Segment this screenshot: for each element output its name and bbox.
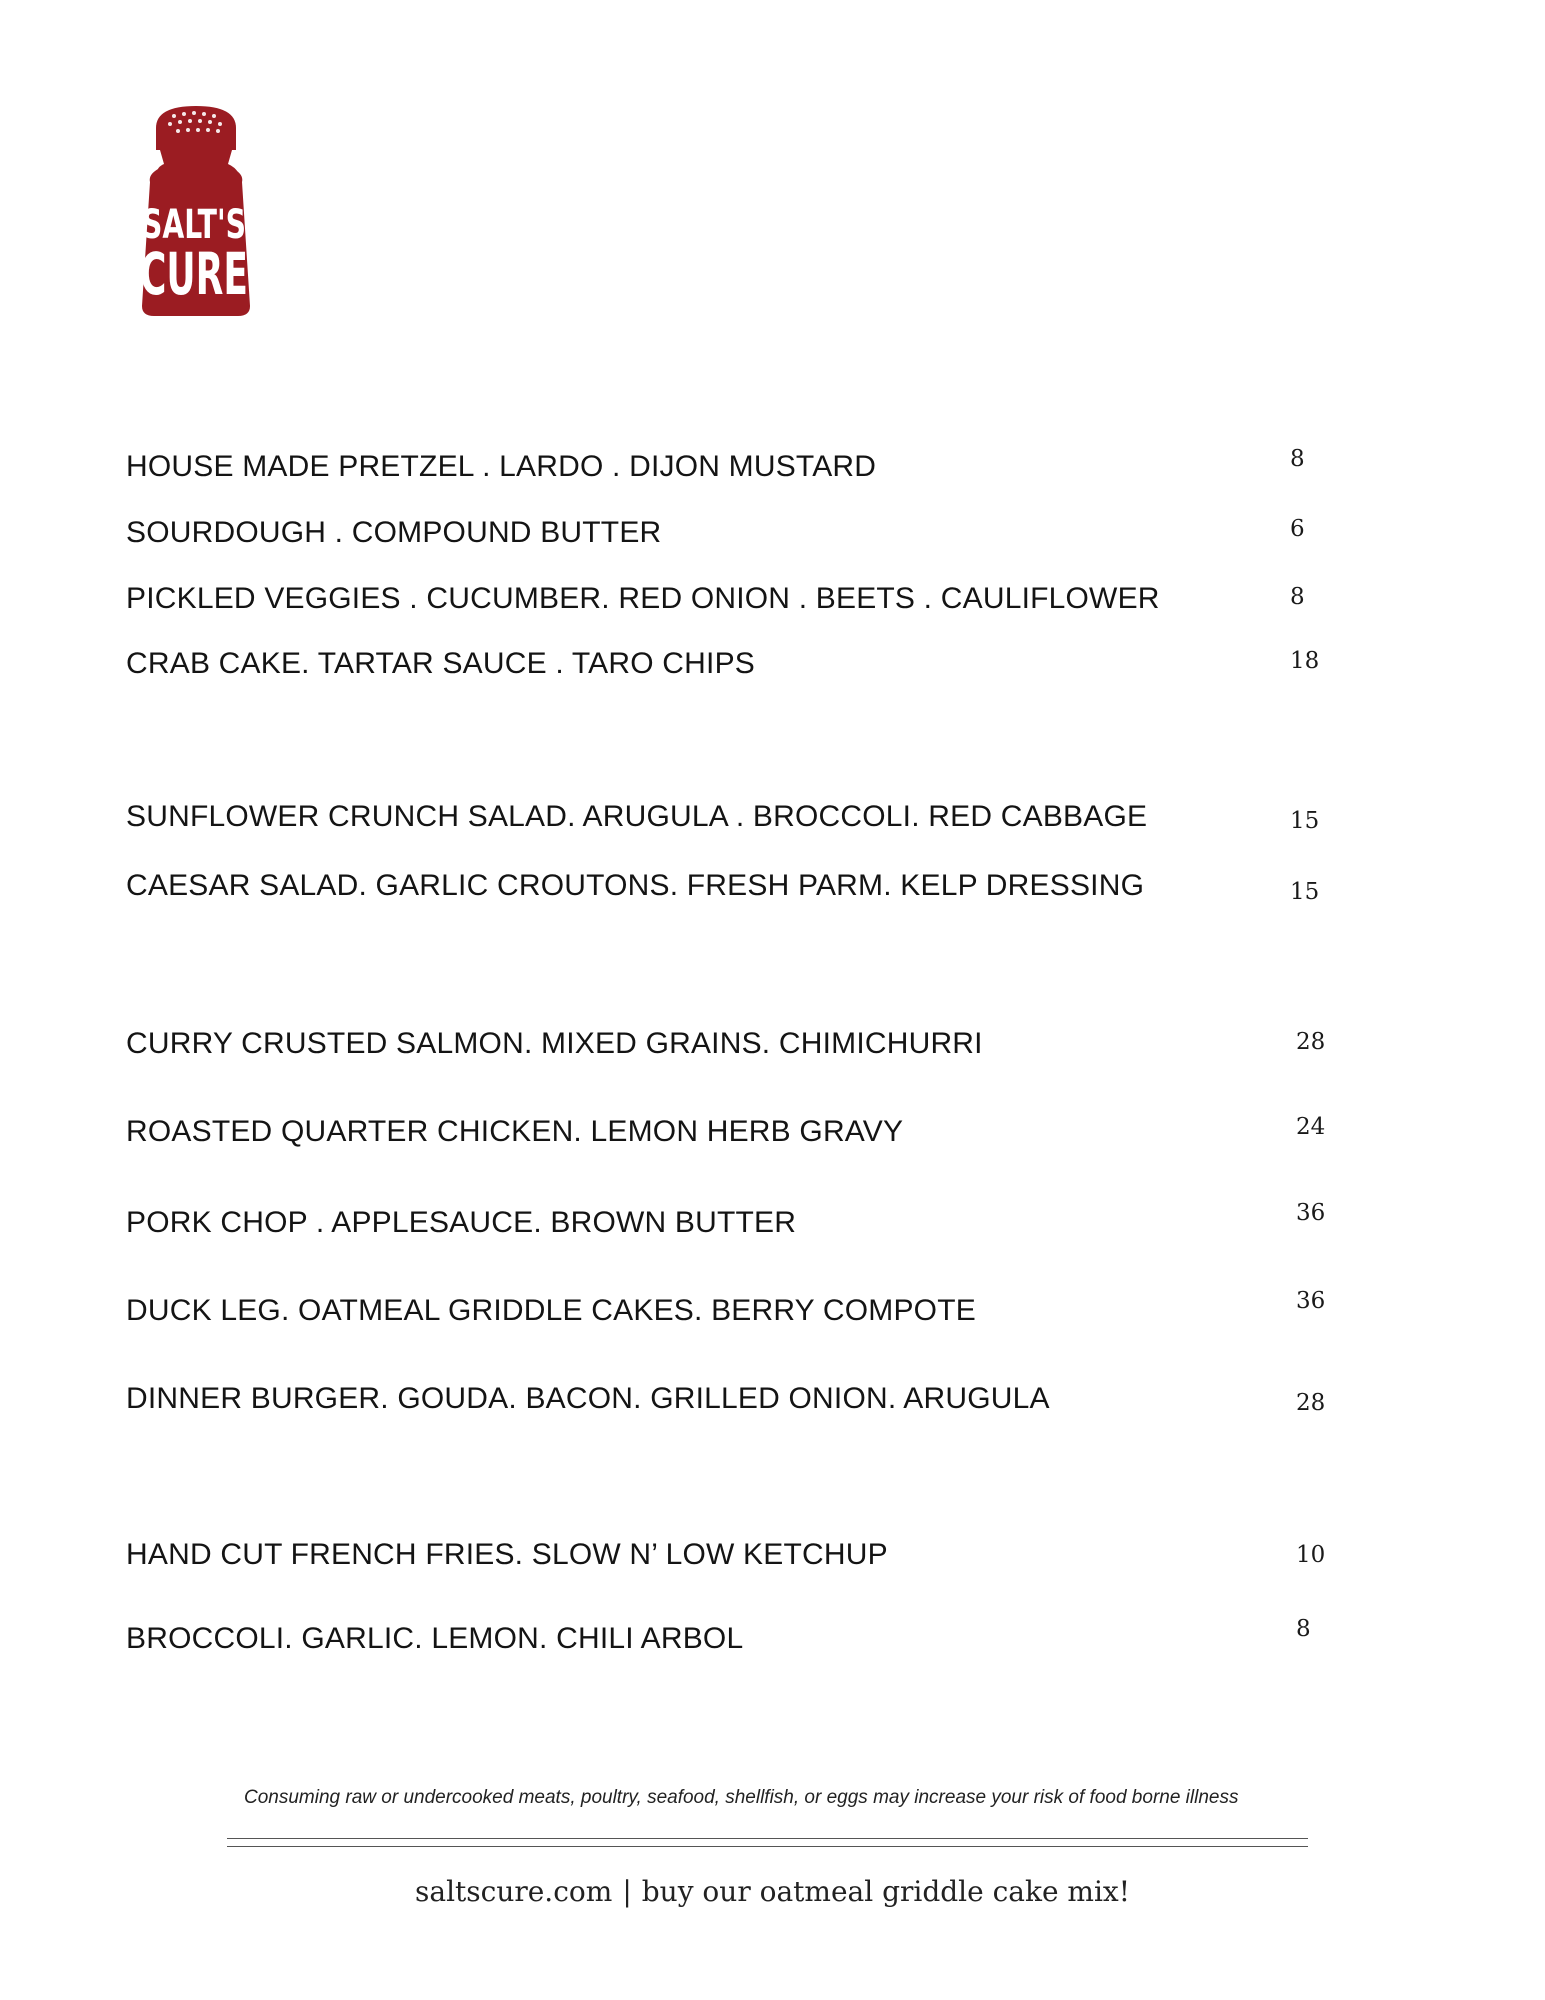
- menu-item-name: PORK CHOP . APPLESAUCE. BROWN BUTTER: [126, 1206, 797, 1239]
- menu-item-price: 10: [1296, 1542, 1326, 1568]
- menu-item-price: 6: [1290, 516, 1305, 542]
- menu-item-name: SOURDOUGH . COMPOUND BUTTER: [126, 516, 662, 549]
- menu-item: [126, 1023, 1346, 1083]
- footer-promo: buy our oatmeal griddle cake mix!: [641, 1875, 1130, 1908]
- menu-item: [126, 643, 1346, 703]
- website-link[interactable]: saltscure.com: [415, 1875, 613, 1908]
- menu-item: [126, 578, 1346, 638]
- menu-item-price: 24: [1296, 1114, 1326, 1140]
- menu-item-name: BROCCOLI. GARLIC. LEMON. CHILI ARBOL: [126, 1622, 744, 1655]
- menu-item: [126, 796, 1346, 856]
- menu-item-name: CRAB CAKE. TARTAR SAUCE . TARO CHIPS: [126, 647, 755, 680]
- menu-item-price: 8: [1296, 1616, 1311, 1642]
- saltscure-logo: [138, 104, 254, 318]
- menu-item-price: 36: [1296, 1288, 1326, 1314]
- menu-item: [126, 1111, 1346, 1171]
- menu-item-price: 36: [1296, 1200, 1326, 1226]
- menu-item: [126, 1378, 1346, 1438]
- menu-item-name: HOUSE MADE PRETZEL . LARDO . DIJON MUSTARD: [126, 450, 877, 483]
- menu-item-name: DINNER BURGER. GOUDA. BACON. GRILLED ONION. ARUGULA: [126, 1382, 1050, 1415]
- footer-divider-top: [227, 1838, 1308, 1839]
- menu-item-price: 15: [1290, 879, 1320, 905]
- menu-item-name: CAESAR SALAD. GARLIC CROUTONS. FRESH PARM. KELP DRESSING: [126, 869, 1145, 902]
- menu-item-price: 8: [1290, 584, 1305, 610]
- menu-item: [126, 865, 1346, 925]
- menu-item-name: DUCK LEG. OATMEAL GRIDDLE CAKES. BERRY COMPOTE: [126, 1294, 976, 1327]
- menu-item-name: SUNFLOWER CRUNCH SALAD. ARUGULA . BROCCOLI. RED CABBAGE: [126, 800, 1148, 833]
- menu-item-name: HAND CUT FRENCH FRIES. SLOW N’ LOW KETCHUP: [126, 1538, 888, 1571]
- menu-item-price: 28: [1296, 1029, 1326, 1055]
- logo-text-line2: CURE: [140, 240, 248, 308]
- footer: [0, 1875, 1545, 1908]
- menu-item-name: ROASTED QUARTER CHICKEN. LEMON HERB GRAVY: [126, 1115, 904, 1148]
- menu-item-price: 18: [1290, 648, 1320, 674]
- menu-item: [126, 1534, 1346, 1594]
- menu-item-name: CURRY CRUSTED SALMON. MIXED GRAINS. CHIMICHURRI: [126, 1027, 983, 1060]
- footer-separator: |: [622, 1875, 632, 1908]
- menu-item: [126, 1202, 1346, 1262]
- food-safety-disclaimer: Consuming raw or undercooked meats, poultry, seafood, shellfish, or eggs may increase your risk of food borne illness: [244, 1787, 1239, 1808]
- logo-text-line1: SALT'S: [142, 202, 246, 248]
- menu-item-price: 28: [1296, 1390, 1326, 1416]
- menu-item-price: 8: [1290, 446, 1305, 472]
- menu-item: [126, 1618, 1346, 1678]
- menu-item-price: 15: [1290, 808, 1320, 834]
- menu-item: [126, 1290, 1346, 1350]
- menu-item-name: PICKLED VEGGIES . CUCUMBER. RED ONION . BEETS . CAULIFLOWER: [126, 582, 1160, 615]
- footer-divider-bottom: [227, 1846, 1308, 1847]
- menu-item: [126, 512, 1346, 572]
- menu-item: [126, 446, 1346, 506]
